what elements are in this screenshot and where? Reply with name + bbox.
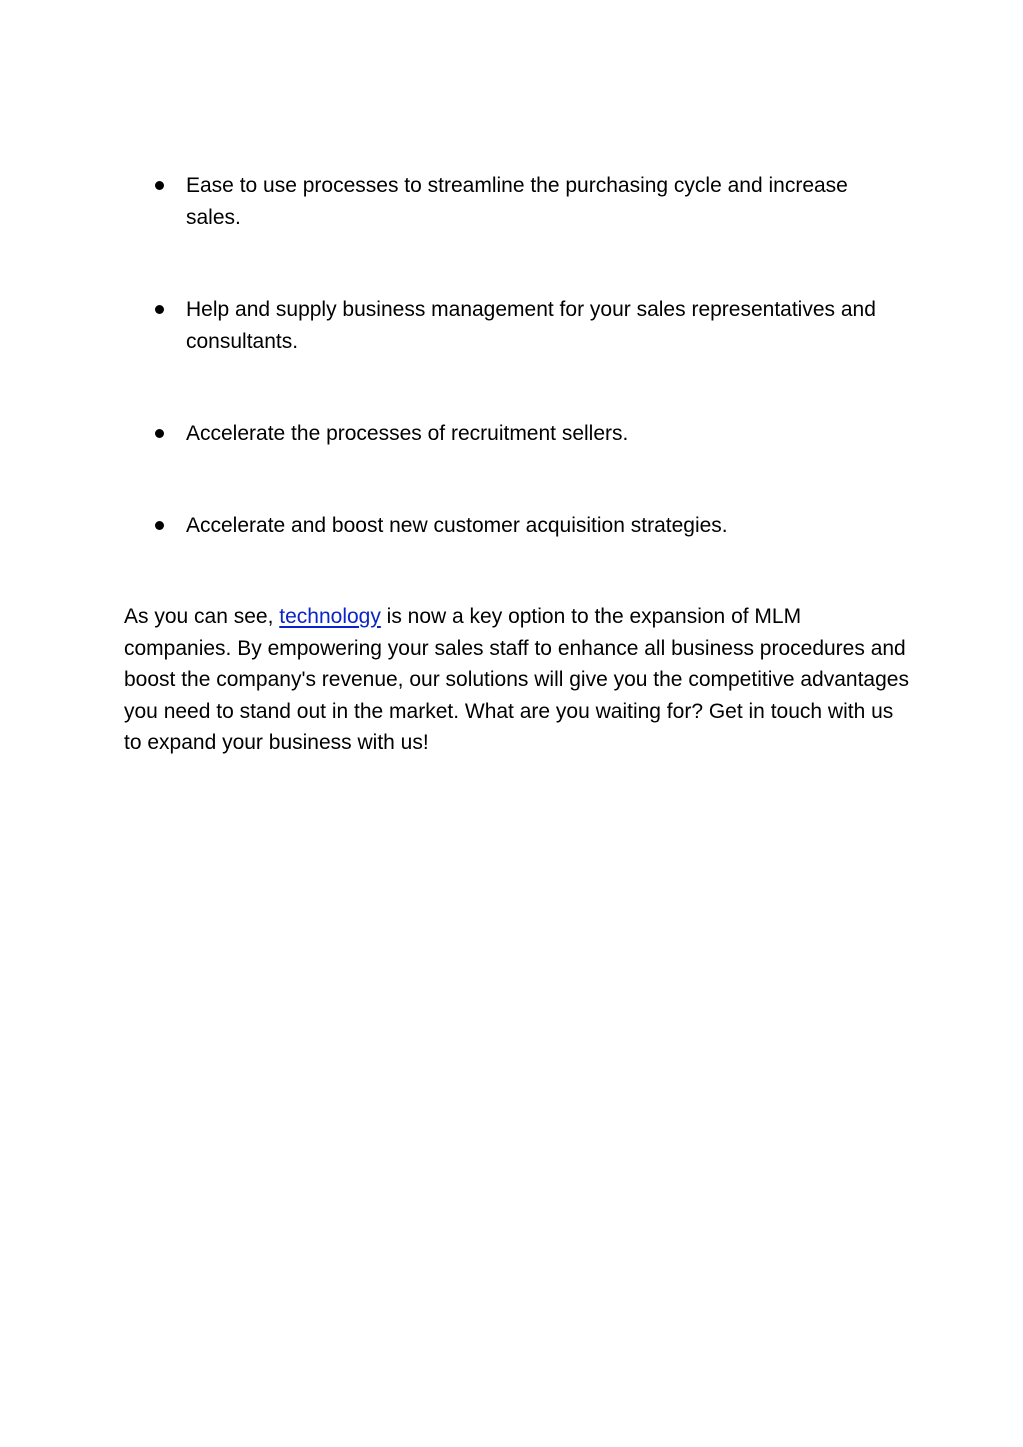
paragraph-text-before-link: As you can see, xyxy=(124,605,280,628)
list-item xyxy=(150,510,910,542)
closing-paragraph xyxy=(124,601,914,759)
bullet-icon xyxy=(155,521,164,530)
paragraph-text-after-link: is now a key option to the expansion of MLM companies. By empowering your sales staff to enhance all business procedures and boost the company's revenue, our solutions will give you the competitive advantages you need to stand out in the market. What are you waiting for? Get in touch with us to expand your business with us! xyxy=(124,605,909,754)
list-item-text: Ease to use processes to streamline the purchasing cycle and increase sales. xyxy=(186,174,848,229)
technology-link[interactable]: technology xyxy=(279,605,381,628)
bullet-icon xyxy=(155,181,164,190)
list-item-text: Help and supply business management for your sales representatives and consultants. xyxy=(186,298,876,353)
list-item xyxy=(150,294,910,357)
list-item xyxy=(150,170,910,233)
bullet-icon xyxy=(155,429,164,438)
list-item-text: Accelerate the processes of recruitment sellers. xyxy=(186,422,629,445)
bullet-icon xyxy=(155,305,164,314)
list-item xyxy=(150,418,910,450)
list-item-text: Accelerate and boost new customer acquisition strategies. xyxy=(186,514,728,537)
